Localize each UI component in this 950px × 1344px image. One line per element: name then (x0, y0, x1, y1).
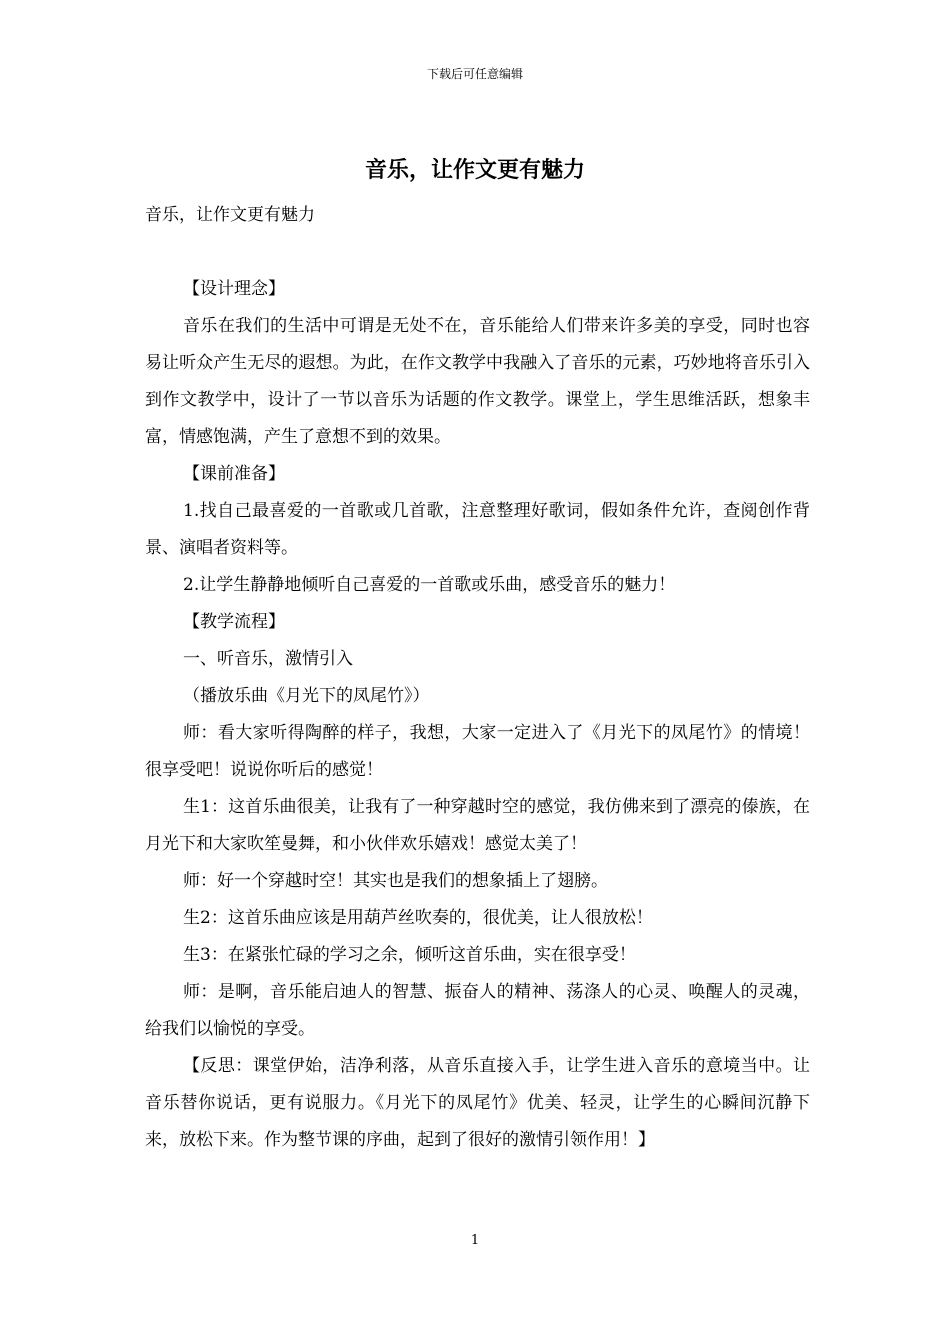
blank-line (145, 234, 810, 271)
page-number: 1 (470, 1233, 480, 1248)
preparation-item-1: 1.找自己最喜爱的一首歌或几首歌，注意整理好歌词，假如条件允许，查阅创作背景、演唱者资料等。 (145, 501, 810, 558)
document-subtitle: 音乐，让作文更有魅力 (145, 205, 315, 225)
page-header-note: 下载后可任意编辑 (426, 67, 523, 81)
dialogue-teacher-1: 师：看大家听得陶醉的样子，我想，大家一定进入了《月光下的凤尾竹》的情境！很享受吧！说说你听后的感觉！ (145, 723, 810, 780)
section-heading-design-concept: 【设计理念】 (183, 279, 285, 299)
step-heading-1: 一、听音乐，激情引入 (183, 649, 353, 669)
dialogue-student-3: 生3：在紧张忙碌的学习之余，倾听这首乐曲，实在很享受！ (183, 945, 636, 965)
dialogue-teacher-3: 师：是啊，音乐能启迪人的智慧、振奋人的精神、荡涤人的心灵、唤醒人的灵魂，给我们以愉悦的享受。 (145, 982, 810, 1039)
document-body (145, 197, 810, 1159)
dialogue-teacher-2: 师：好一个穿越时空！其实也是我们的想象插上了翅膀。 (183, 871, 608, 891)
section-heading-teaching-process: 【教学流程】 (183, 612, 285, 632)
document-title: 音乐，让作文更有魅力 (364, 157, 585, 183)
reflection-paragraph: 【反思：课堂伊始，洁净利落，从音乐直接入手，让学生进入音乐的意境当中。让音乐替你说话，更有说服力。《月光下的凤尾竹》优美、轻灵，让学生的心瞬间沉静下来，放松下来。作为整节课的序曲，起到了很好的激情引领作用！】 (145, 1056, 810, 1150)
section-heading-preparation: 【课前准备】 (183, 464, 285, 484)
paragraph-design-concept: 音乐在我们的生活中可谓是无处不在，音乐能给人们带来许多美的享受，同时也容易让听众产生无尽的遐想。为此，在作文教学中我融入了音乐的元素，巧妙地将音乐引入到作文教学中，设计了一节以音乐为话题的作文教学。课堂上，学生思维活跃，想象丰富，情感饱满，产生了意想不到的效果。 (145, 316, 810, 447)
dialogue-student-1: 生1：这首乐曲很美，让我有了一种穿越时空的感觉，我仿佛来到了漂亮的傣族，在月光下和大家吹笙曼舞，和小伙伴欢乐嬉戏！感觉太美了！ (145, 797, 810, 854)
stage-direction: （播放乐曲《月光下的凤尾竹》） (183, 686, 430, 706)
preparation-item-2: 2.让学生静静地倾听自己喜爱的一首歌或乐曲，感受音乐的魅力！ (183, 575, 676, 595)
dialogue-student-2: 生2：这首乐曲应该是用葫芦丝吹奏的，很优美，让人很放松！ (183, 908, 653, 928)
